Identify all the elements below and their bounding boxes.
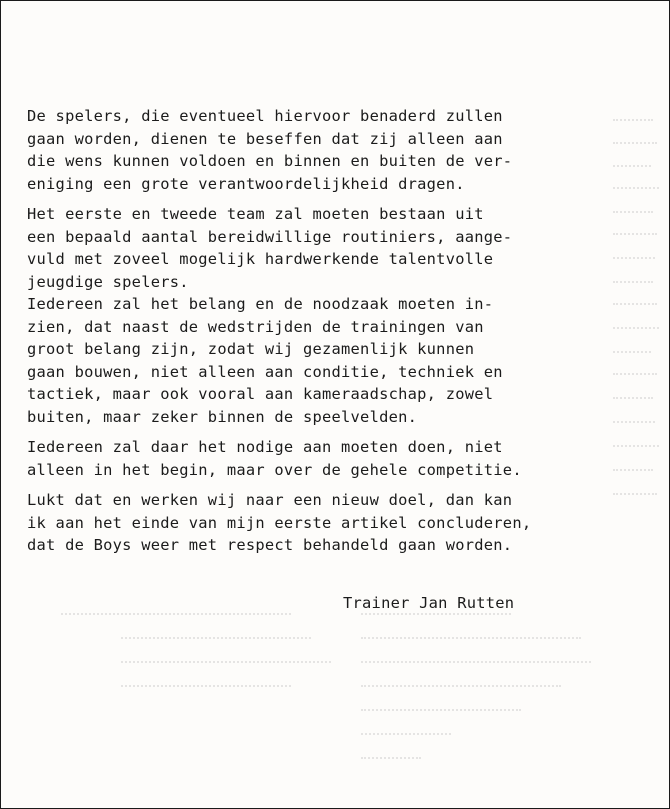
paragraph-4: [27, 436, 657, 481]
paragraph-5: [27, 489, 657, 557]
text-line: ik aan het einde van mijn eerste artikel concluderen,: [27, 513, 532, 532]
paragraph-2: [27, 203, 657, 293]
text-line: jeugdige spelers.: [27, 272, 189, 291]
text-line: De spelers, die eventueel hiervoor benaderd zullen: [27, 107, 503, 125]
text-line: Het eerste en tweede team zal moeten bestaan uit: [27, 205, 484, 223]
article-body: [27, 105, 657, 557]
text-line: vuld met zoveel mogelijk hardwerkende talentvolle: [27, 250, 494, 268]
text-line: groot belang zijn, zodat wij gezamenlijk kunnen: [27, 340, 475, 358]
text-line: buiten, maar zeker binnen de speelvelden.: [27, 407, 418, 426]
paragraph-1: [27, 105, 657, 195]
text-line: alleen in het begin, maar over de gehele competitie.: [27, 460, 522, 479]
text-line: eniging een grote verantwoordelijkheid dragen.: [27, 174, 465, 193]
paragraph-3: [27, 293, 657, 428]
text-line: Iedereen zal het belang en de noodzaak moeten in-: [27, 295, 494, 313]
text-line: tactiek, maar ook vooral aan kameraadschap, zowel: [27, 385, 494, 403]
text-line: die wens kunnen voldoen en binnen en buiten de ver-: [27, 152, 513, 170]
signature: Trainer Jan Rutten: [343, 594, 515, 612]
text-line: een bepaald aantal bereidwillige routiniers, aange-: [27, 227, 513, 246]
text-line: gaan bouwen, niet alleen aan conditie, techniek en: [27, 362, 503, 381]
text-line: Iedereen zal daar het nodige aan moeten doen, niet: [27, 438, 503, 456]
text-line: zien, dat naast de wedstrijden de trainingen van: [27, 317, 484, 336]
text-line: dat de Boys weer met respect behandeld gaan worden.: [27, 536, 513, 554]
text-line: Lukt dat en werken wij naar een nieuw doel, dan kan: [27, 491, 513, 509]
text-line: gaan worden, dienen te beseffen dat zij alleen aan: [27, 129, 503, 148]
